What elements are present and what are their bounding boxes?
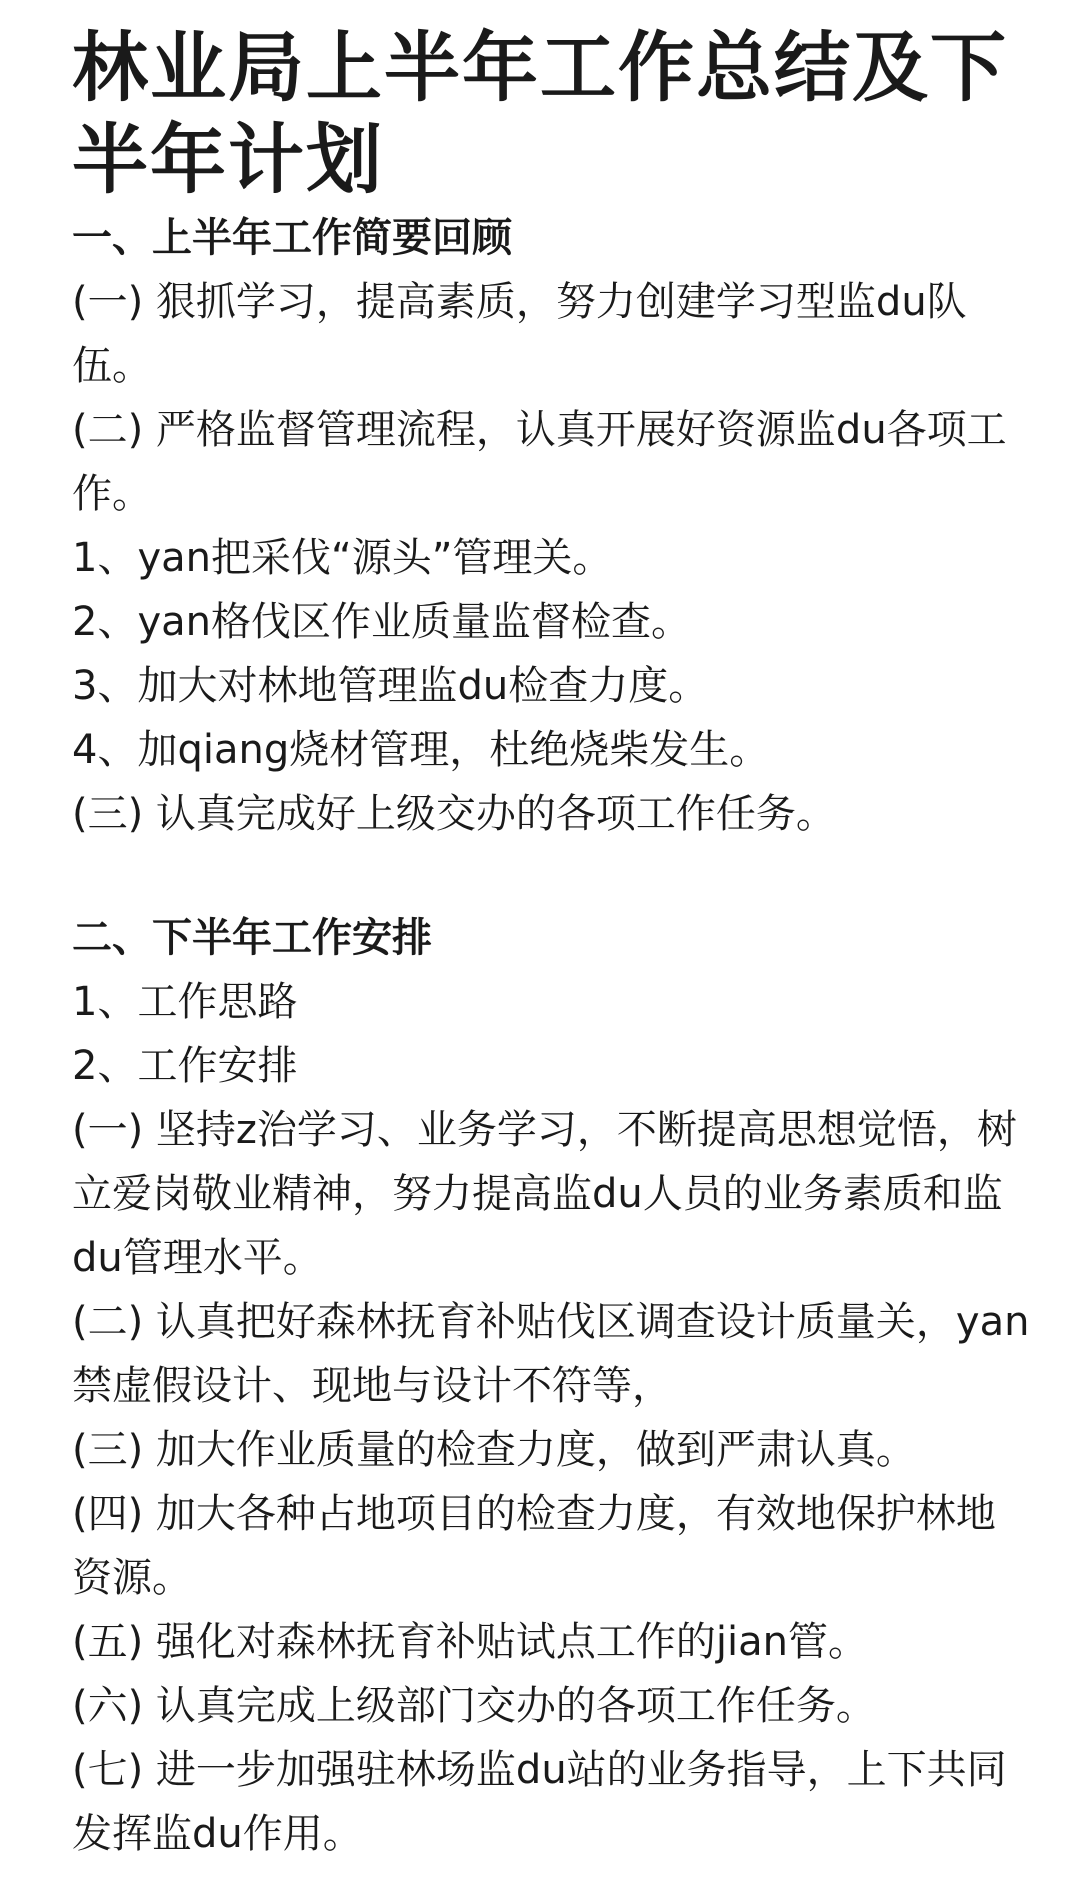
section-spacer [72,846,1032,906]
paragraph: (七) 进一步加强驻林场监du站的业务指导，上下共同发挥监du作用。 [72,1747,1007,1857]
paragraph: (六) 认真完成上级部门交办的各项工作任务。 [72,1683,876,1729]
paragraph: (三) 认真完成好上级交办的各项工作任务。 [72,791,836,837]
paragraph: 1、工作思路 [72,979,298,1025]
paragraph: 3、加大对林地管理监du检查力度。 [72,663,709,709]
paragraph: 2、工作安排 [72,1043,298,1089]
paragraph: (四) 加大各种占地项目的检查力度，有效地保护林地资源。 [72,1491,996,1601]
section-heading: 二、下半年工作安排 [72,915,432,961]
paragraph: (二) 严格监督管理流程，认真开展好资源监du各项工作。 [72,407,1007,517]
paragraph: 2、yan格伐区作业质量监督检查。 [72,599,691,645]
document-title: 林业局上半年工作总结及下半年计划 [72,23,1008,204]
paragraph: 1、yan把采伐“源头”管理关。 [72,535,613,581]
section-plan [72,906,1032,1866]
paragraph: (一) 狠抓学习，提高素质，努力创建学习型监du队伍。 [72,279,967,389]
paragraph: (一) 坚持z治学习、业务学习，不断提高思想觉悟，树立爱岗敬业精神，努力提高监du人员的业务素质和监du管理水平。 [72,1107,1017,1281]
section-heading: 一、上半年工作简要回顾 [72,215,512,261]
paragraph: (二) 认真把好森林抚育补贴伐区调查设计质量关，yan禁虚假设计、现地与设计不符等， [72,1299,1030,1409]
document [72,22,1032,1866]
paragraph: 4、加qiang烧材管理，杜绝烧柴发生。 [72,727,770,773]
section-review [72,206,1032,846]
paragraph: (五) 强化对森林抚育补贴试点工作的jian管。 [72,1619,869,1665]
paragraph: (三) 加大作业质量的检查力度，做到严肃认真。 [72,1427,916,1473]
